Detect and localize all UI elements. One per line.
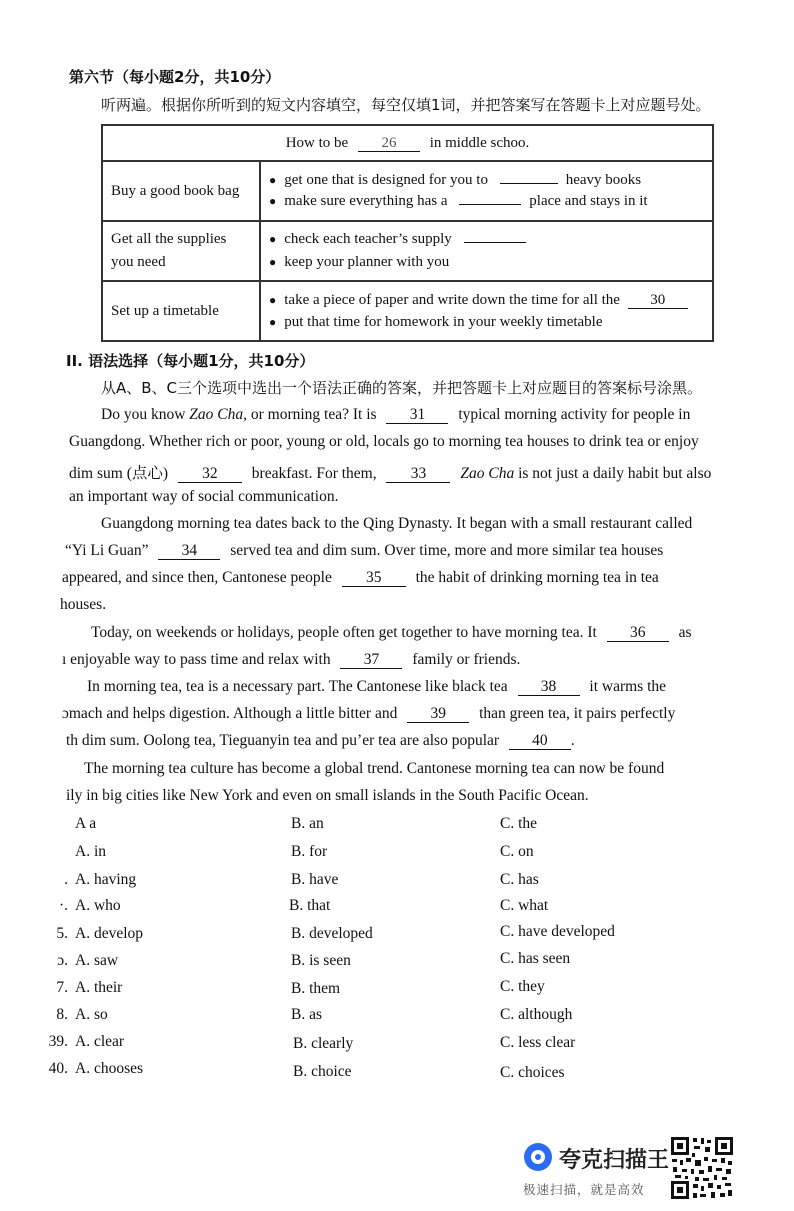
option-a[interactable]: A. chooses (75, 1060, 144, 1077)
option-c[interactable]: C. less clear (500, 1034, 576, 1051)
passage-line: houses. (60, 596, 107, 613)
passage-line: “Yi Li Guan” 34 served tea and dim sum. Over time, more and more similar tea houses (65, 542, 664, 559)
option-a[interactable]: A. develop (75, 925, 144, 942)
row-content: ● get one that is designed for you to heavy books ● make sure everything has a place and stays in it (260, 161, 713, 221)
option-number: . (64, 871, 68, 888)
blank-39: 39 (407, 706, 469, 723)
blank-36: 36 (607, 625, 669, 642)
option-b[interactable]: B. as (291, 1006, 322, 1023)
option-c[interactable]: C. what (500, 897, 549, 914)
blank-40: 40 (509, 733, 571, 750)
section-6-heading: 第六节（每小题2分，共10分） (69, 68, 281, 86)
option-a[interactable]: A. in (75, 843, 106, 860)
option-a[interactable]: A. so (75, 1006, 108, 1023)
option-c[interactable]: C. although (500, 1006, 573, 1023)
option-c[interactable]: C. has seen (500, 950, 571, 967)
passage-line: Guangdong. Whether rich or poor, young or old, locals go to morning tea houses to drink tea or enjoy (69, 433, 699, 450)
blank-34: 34 (158, 543, 220, 560)
option-a[interactable]: A. their (75, 979, 123, 996)
option-number: ·. (58, 897, 68, 914)
option-a[interactable]: A. who (75, 897, 121, 914)
option-b[interactable]: B. choice (293, 1063, 352, 1080)
option-b[interactable]: B. that (289, 897, 331, 914)
section-2-heading: II. 语法选择（每小题1分，共10分） (66, 352, 315, 370)
row-label: Set up a timetable (102, 281, 260, 341)
option-number: 39. (48, 1033, 68, 1050)
passage-line: ı enjoyable way to pass time and relax with 37 family or friends. (62, 651, 521, 668)
passage-line: appeared, and since then, Cantonese people 35 the habit of drinking morning tea in tea (62, 569, 659, 586)
option-number: 7. (56, 979, 68, 996)
blank-28 (459, 204, 521, 205)
option-a[interactable]: A. clear (75, 1033, 125, 1050)
blank-38: 38 (518, 679, 580, 696)
table-row (102, 161, 713, 221)
option-number: 5. (56, 925, 68, 942)
quark-logo-icon (524, 1143, 552, 1171)
option-c[interactable]: C. they (500, 978, 545, 995)
option-b[interactable]: B. clearly (293, 1035, 354, 1052)
watermark-brand: 夸克扫描王 (559, 1148, 670, 1173)
option-b[interactable]: B. is seen (291, 952, 351, 969)
option-c[interactable]: C. have developed (500, 923, 615, 940)
row-label: Buy a good book bag (102, 161, 260, 221)
watermark-slogan: 极速扫描，就是高效 (523, 1182, 645, 1197)
option-number: ɔ. (57, 952, 68, 969)
blank-35: 35 (342, 570, 406, 587)
passage-line: In morning tea, tea is a necessary part. The Cantonese like black tea 38 it warms the (87, 678, 667, 695)
blank-33: 33 (386, 466, 450, 483)
row-content: ● take a piece of paper and write down the time for all the 30 ● put that time for homework in your weekly timetable (260, 281, 713, 341)
blank-27 (500, 183, 558, 184)
passage-line: The morning tea culture has become a global trend. Cantonese morning tea can now be found (84, 760, 665, 777)
option-c[interactable]: C. choices (500, 1064, 565, 1081)
option-b[interactable]: B. them (291, 980, 341, 997)
passage-line: ily in big cities like New York and even on small islands in the South Pacific Ocean. (66, 787, 589, 804)
section-2-instruction: 从A、B、C三个选项中选出一个语法正确的答案，并把答题卡上对应题目的答案标号涂黑。 (101, 379, 703, 397)
option-c[interactable]: C. on (500, 843, 534, 860)
option-number: 8. (56, 1006, 68, 1023)
option-number: 40. (48, 1060, 68, 1077)
blank-30: 30 (628, 292, 688, 309)
passage-line: th dim sum. Oolong tea, Tieguanyin tea and pu’er tea are also popular 40 . (66, 732, 575, 749)
option-b[interactable]: B. an (291, 815, 324, 832)
row-content: ● check each teacher’s supply ● keep your planner with you (260, 221, 713, 281)
blank-29 (464, 242, 526, 243)
passage-line: Today, on weekends or holidays, people often get together to have morning tea. It 36 as (91, 624, 692, 641)
blank-26: 26 (358, 135, 420, 152)
option-b[interactable]: B. for (291, 843, 328, 860)
qr-code-icon (670, 1136, 734, 1200)
passage-line: Guangdong morning tea dates back to the Qing Dynasty. It began with a small restaurant called (101, 515, 693, 532)
passage-line: an important way of social communication. (69, 488, 339, 505)
blank-37: 37 (340, 652, 402, 669)
table-row (102, 281, 713, 341)
table-row (102, 221, 713, 281)
option-c[interactable]: C. the (500, 815, 538, 832)
table-title: How to be 26 in middle schoo. (102, 125, 713, 161)
blank-32: 32 (178, 466, 242, 483)
option-b[interactable]: B. have (291, 871, 339, 888)
option-a[interactable]: A. saw (75, 952, 119, 969)
passage-line: Do you know Zao Cha, or morning tea? It is 31 typical morning activity for people in (101, 406, 691, 423)
blank-31: 31 (386, 407, 448, 424)
option-a[interactable]: A a (75, 815, 97, 832)
passage-line: ɔmach and helps digestion. Although a little bitter and 39 than green tea, it pairs perfectly (62, 705, 676, 722)
option-a[interactable]: A. having (75, 871, 137, 888)
section-6-instruction: 听两遍。根据你所听到的短文内容填空，每空仅填1词，并把答案写在答题卡上对应题号处。 (101, 96, 711, 114)
passage-line: dim sum (点心) 32 breakfast. For them, 33 Zao Cha is not just a daily habit but also (69, 465, 712, 482)
listening-table (101, 124, 714, 342)
option-b[interactable]: B. developed (291, 925, 373, 942)
option-c[interactable]: C. has (500, 871, 539, 888)
row-label: Get all the supplies you need (102, 221, 260, 281)
